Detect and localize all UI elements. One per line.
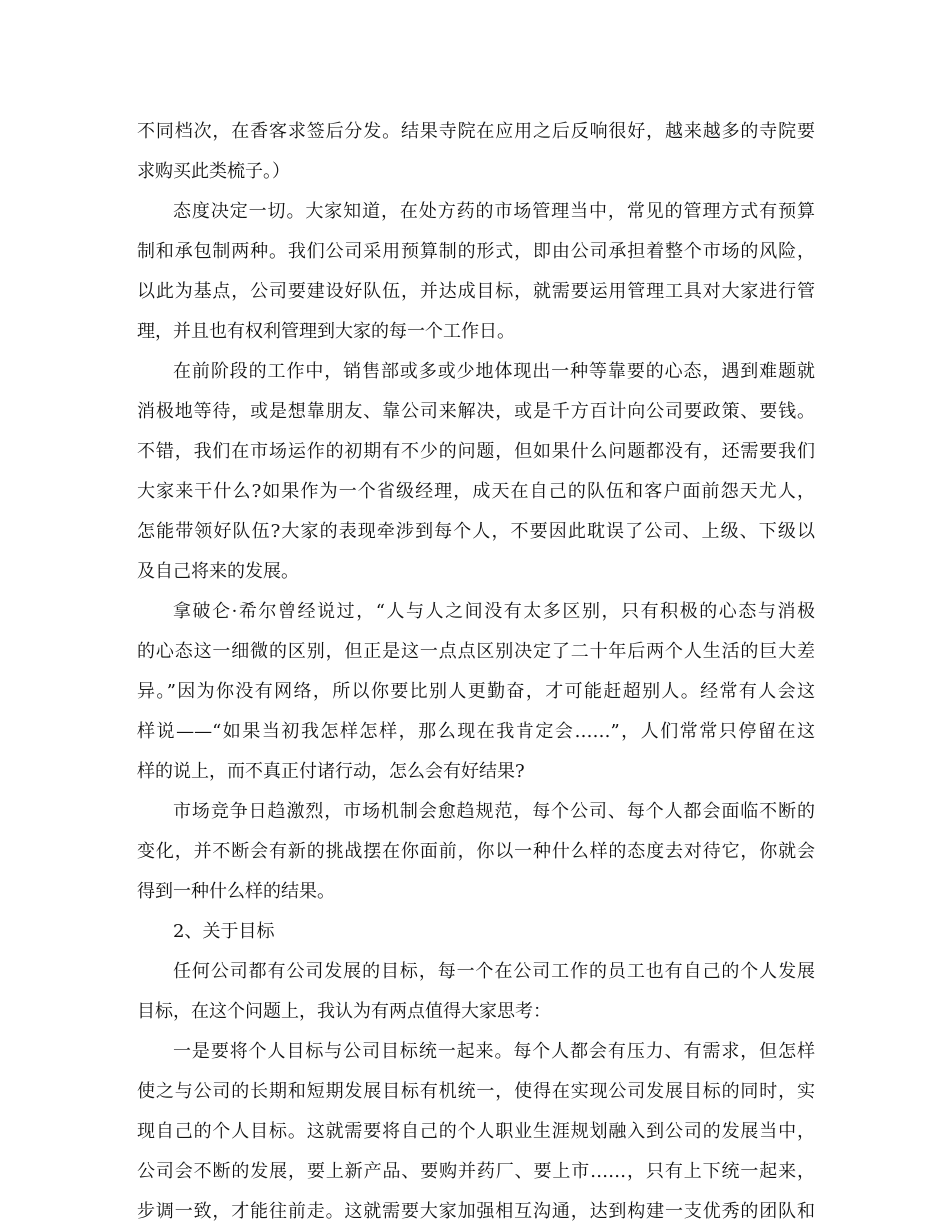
text-line: 以此为基点，公司要建设好队伍，并达成目标，就需要运用管理工具对大家进行管	[137, 281, 815, 302]
text-line: 样说——“如果当初我怎样怎样，那么现在我肯定会……”，人们常常只停留在这	[137, 721, 815, 742]
text-line: 步调一致，才能往前走。这就需要大家加强相互沟通，达到构建一支优秀的团队和	[137, 1201, 815, 1222]
text-line: 求购买此类梳子。）	[137, 161, 290, 182]
text-line: 公司会不断的发展，要上新产品、要购并药厂、要上市……，只有上下统一起来，	[137, 1161, 815, 1182]
text-line: 样的说上，而不真正付诸行动，怎么会有好结果?	[137, 761, 525, 782]
text-line: 现自己的个人目标。这就需要将自己的个人职业生涯规划融入到公司的发展当中，	[137, 1121, 815, 1142]
text-line: 异。”因为你没有网络，所以你要比别人更勤奋，才可能赶超别人。经常有人会这	[137, 681, 815, 702]
text-line: 不同档次，在香客求签后分发。结果寺院在应用之后反响很好，越来越多的寺院要	[137, 121, 815, 142]
text-line: 变化，并不断会有新的挑战摆在你面前，你以一种什么样的态度去对待它，你就会	[137, 841, 815, 862]
paragraph-first-line: 态度决定一切。大家知道，在处方药的市场管理当中，常见的管理方式有预算	[173, 201, 815, 222]
paragraph-first-line: 市场竞争日趋激烈，市场机制会愈趋规范，每个公司、每个人都会面临不断的	[173, 801, 815, 822]
text-line: 理，并且也有权利管理到大家的每一个工作日。	[137, 321, 515, 342]
section-heading: 2、关于目标	[173, 921, 275, 942]
text-line: 消极地等待，或是想靠朋友、靠公司来解决，或是千方百计向公司要政策、要钱。	[137, 401, 815, 422]
text-line: 使之与公司的长期和短期发展目标有机统一，使得在实现公司发展目标的同时，实	[137, 1081, 815, 1102]
text-line: 不错，我们在市场运作的初期有不少的问题，但如果什么问题都没有，还需要我们	[137, 441, 815, 462]
paragraph-first-line: 任何公司都有公司发展的目标，每一个在公司工作的员工也有自己的个人发展	[173, 961, 815, 982]
text-line: 得到一种什么样的结果。	[137, 881, 335, 902]
text-line: 的心态这一细微的区别，但正是这一点点区别决定了二十年后两个人生活的巨大差	[137, 641, 815, 662]
paragraph-first-line: 在前阶段的工作中，销售部或多或少地体现出一种等靠要的心态，遇到难题就	[173, 361, 815, 382]
text-line: 怎能带领好队伍?大家的表现牵涉到每个人，不要因此耽误了公司、上级、下级以	[137, 521, 815, 542]
text-line: 及自己将来的发展。	[137, 561, 299, 582]
text-line: 大家来干什么?如果作为一个省级经理，成天在自己的队伍和客户面前怨天尤人，	[137, 481, 815, 502]
paragraph-first-line: 一是要将个人目标与公司目标统一起来。每个人都会有压力、有需求，但怎样	[173, 1041, 815, 1062]
document-body	[137, 112, 815, 1232]
text-line: 目标，在这个问题上，我认为有两点值得大家思考：	[137, 1001, 551, 1022]
text-line: 制和承包制两种。我们公司采用预算制的形式，即由公司承担着整个市场的风险，	[137, 241, 815, 262]
paragraph-first-line: 拿破仑·希尔曾经说过，“人与人之间没有太多区别，只有积极的心态与消极	[173, 601, 815, 622]
